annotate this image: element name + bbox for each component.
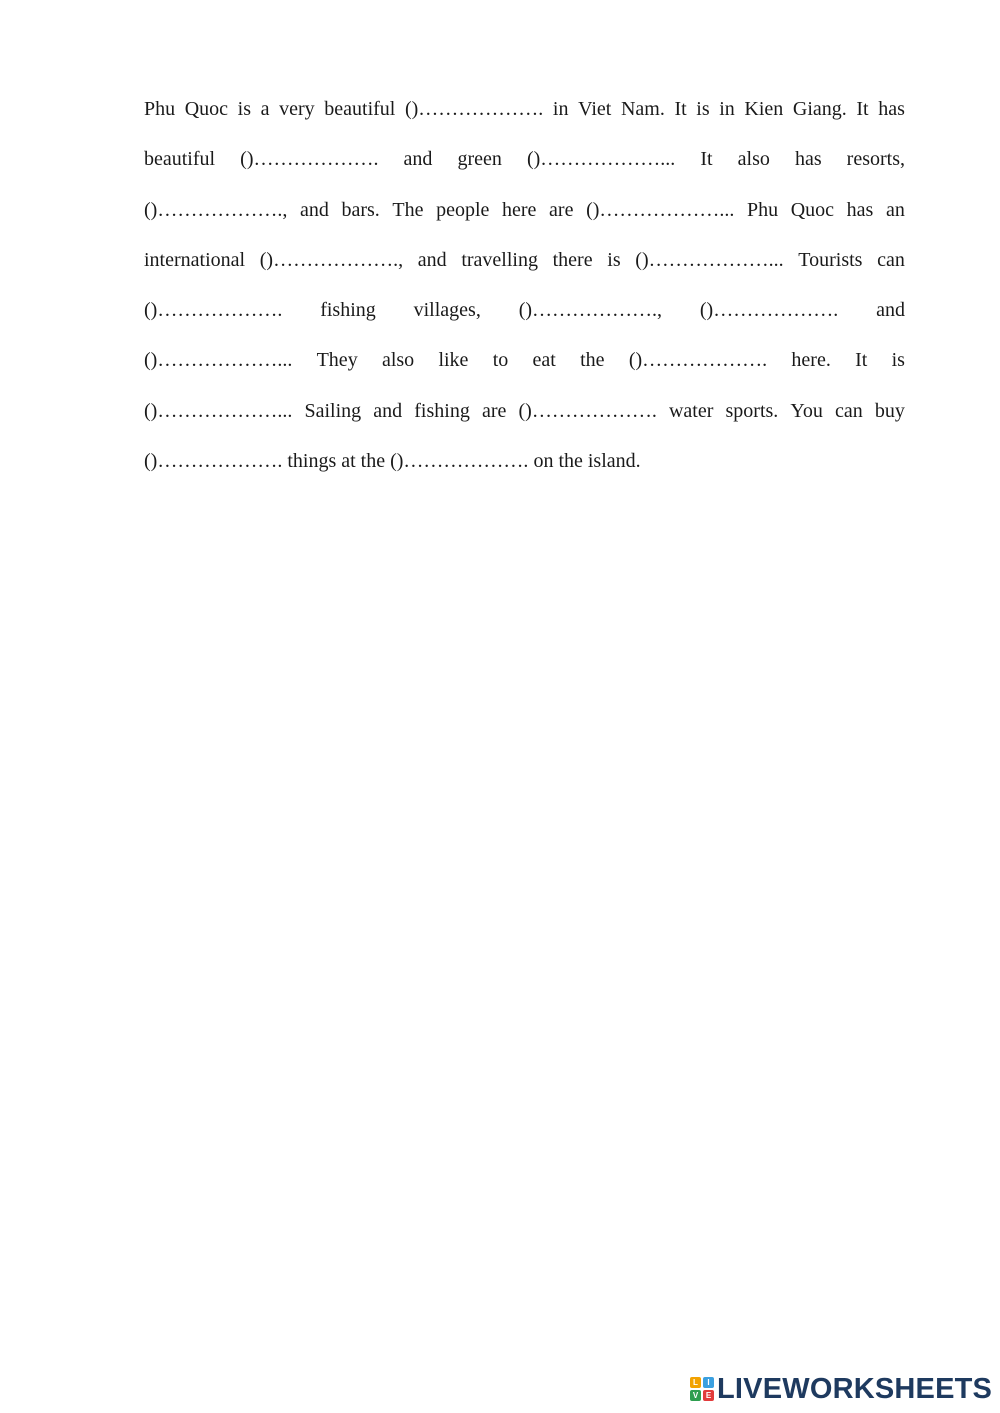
word: in <box>552 98 569 120</box>
answer-blank[interactable]: ()………………. <box>144 299 283 322</box>
word: The <box>392 198 424 221</box>
word: has <box>846 198 874 221</box>
paragraph-line <box>144 386 905 436</box>
word: Tourists <box>798 248 863 271</box>
paragraph-line <box>144 185 905 235</box>
answer-blank[interactable]: ()………………... <box>144 349 293 372</box>
word: island. <box>587 450 641 473</box>
word: You <box>790 399 823 422</box>
word: a <box>260 98 270 120</box>
word: are <box>481 399 507 422</box>
answer-blank[interactable]: ()………………., <box>259 248 404 271</box>
word: there <box>552 248 593 271</box>
word: has <box>794 148 822 171</box>
word: Sailing <box>304 399 362 422</box>
word: people <box>436 198 490 221</box>
word: Giang. <box>792 98 847 120</box>
word: Nam. <box>620 98 665 120</box>
word: and <box>876 299 905 322</box>
liveworksheets-brand <box>690 1373 992 1405</box>
answer-blank[interactable]: ()………………. <box>404 98 544 120</box>
paragraph-line <box>144 134 905 184</box>
word: international <box>144 248 246 271</box>
word: Viet <box>578 98 612 120</box>
word: and <box>373 399 403 422</box>
paragraph-line <box>144 285 905 335</box>
logo-square: E <box>703 1390 714 1401</box>
word: fishing <box>414 399 470 422</box>
word: the <box>580 349 605 372</box>
logo-square: L <box>690 1377 701 1388</box>
answer-blank[interactable]: ()………………... <box>586 198 735 221</box>
word: and <box>417 248 447 271</box>
word: here <box>502 198 537 221</box>
word: beautiful <box>144 148 216 171</box>
word: the <box>558 450 583 473</box>
word: in <box>719 98 735 120</box>
word: It <box>856 98 869 120</box>
word: very <box>279 98 315 120</box>
word: travelling <box>461 248 538 271</box>
fill-in-blank-paragraph <box>144 84 905 486</box>
word: is <box>237 98 252 120</box>
word: eat <box>532 349 556 372</box>
liveworksheets-logo-icon <box>690 1377 714 1401</box>
paragraph-line <box>144 335 905 385</box>
word: It <box>700 148 713 171</box>
paragraph-line <box>144 436 905 486</box>
answer-blank[interactable]: ()………………. <box>628 349 768 372</box>
answer-blank[interactable]: ()………………. <box>144 450 283 473</box>
word: Quoc <box>184 98 229 120</box>
word: also <box>737 148 770 171</box>
answer-blank[interactable]: ()………………. <box>390 450 529 473</box>
answer-blank[interactable]: ()………………., <box>144 198 288 221</box>
word: the <box>360 450 386 473</box>
word: at <box>341 450 356 473</box>
word: green <box>457 148 502 171</box>
word: water <box>668 399 714 422</box>
word: beautiful <box>324 98 396 120</box>
word: here. <box>791 349 831 372</box>
word: Phu <box>747 198 779 221</box>
word: and <box>299 198 329 221</box>
answer-blank[interactable]: ()………………... <box>144 399 293 422</box>
word: Kien <box>744 98 784 120</box>
word: are <box>549 198 574 221</box>
word: Phu <box>144 98 176 120</box>
word: like <box>438 349 469 372</box>
word: They <box>316 349 358 372</box>
answer-blank[interactable]: ()………………... <box>526 148 676 171</box>
paragraph-line <box>144 235 905 285</box>
word: is <box>696 98 710 120</box>
word: Quoc <box>790 198 835 221</box>
word: is <box>891 349 905 372</box>
word: buy <box>874 399 905 422</box>
logo-square: I <box>703 1377 714 1388</box>
word: villages, <box>413 299 481 322</box>
word: resorts, <box>846 148 905 171</box>
word: on <box>533 450 554 473</box>
word: has <box>878 98 905 120</box>
word: It <box>674 98 687 120</box>
word: It <box>855 349 868 372</box>
word: can <box>835 399 863 422</box>
word: to <box>492 349 509 372</box>
word: can <box>877 248 905 271</box>
paragraph-line <box>144 84 905 134</box>
word: bars. <box>341 198 380 221</box>
word: an <box>885 198 905 221</box>
word: sports. <box>725 399 779 422</box>
word: also <box>381 349 415 372</box>
word: is <box>607 248 621 271</box>
answer-blank[interactable]: ()………………. <box>518 399 657 422</box>
answer-blank[interactable]: ()………………... <box>635 248 784 271</box>
answer-blank[interactable]: ()………………., <box>518 299 663 322</box>
answer-blank[interactable]: ()………………. <box>699 299 839 322</box>
word: and <box>403 148 433 171</box>
logo-square: V <box>690 1390 701 1401</box>
answer-blank[interactable]: ()………………. <box>240 148 379 171</box>
brand-name: LIVEWORKSHEETS <box>717 1373 993 1405</box>
word: fishing <box>320 299 376 322</box>
word: things <box>287 450 337 473</box>
